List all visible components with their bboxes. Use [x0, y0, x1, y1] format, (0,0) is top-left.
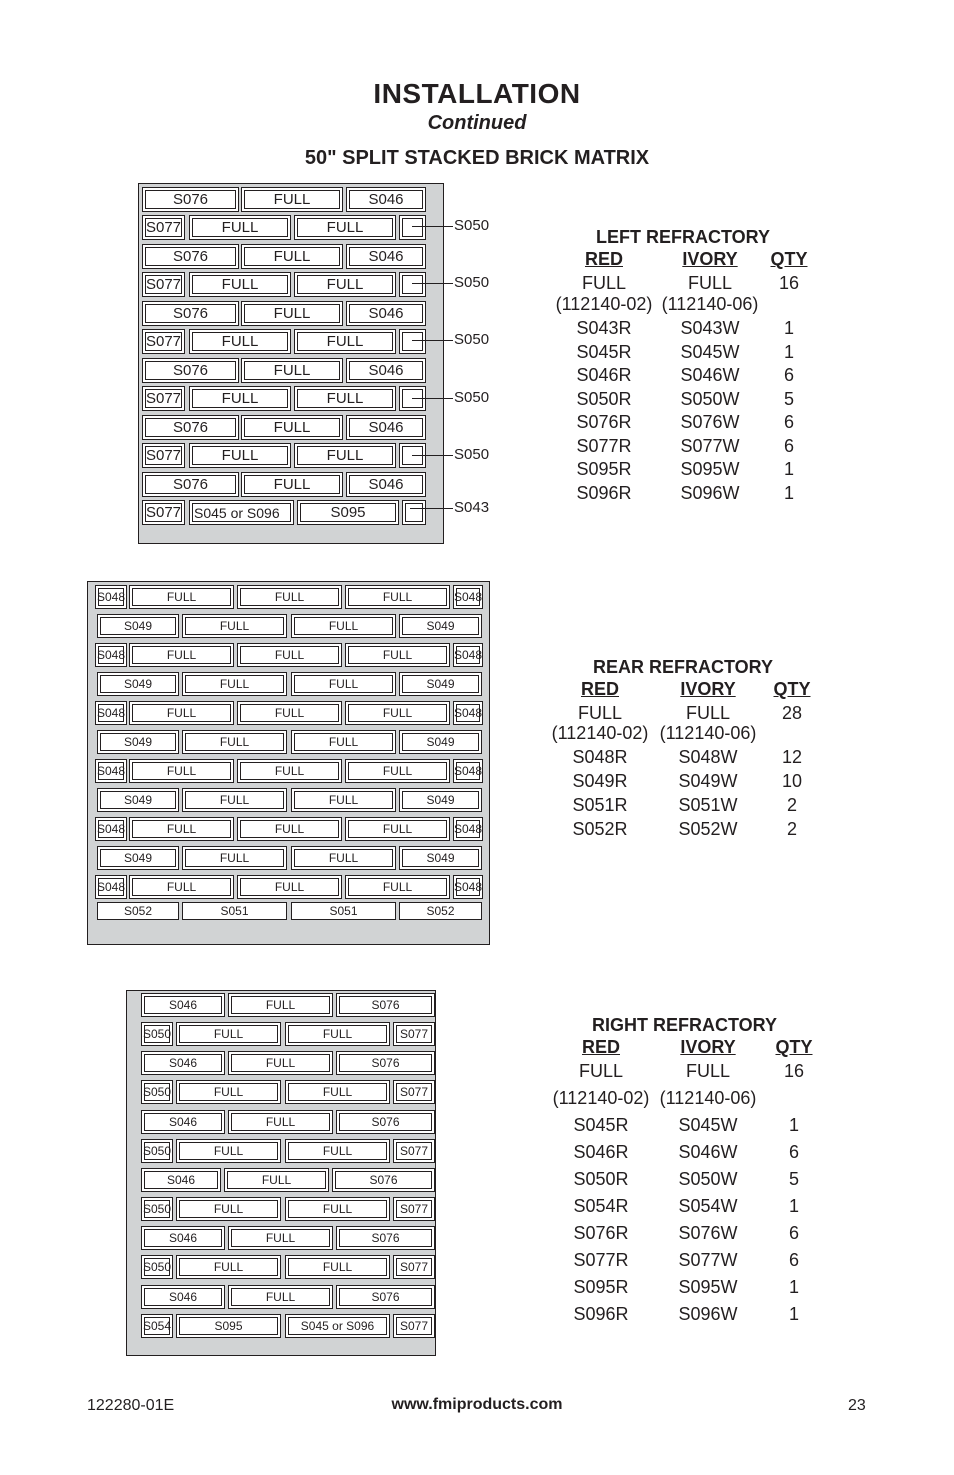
brick-full: FULL: [176, 1022, 281, 1046]
table-cell: FULL: [577, 703, 622, 723]
column-header: RED: [580, 679, 619, 699]
table-cell: 1: [783, 482, 794, 503]
rear-refractory-matrix: [87, 581, 490, 945]
brick-full: FULL: [129, 875, 234, 899]
brick-s049: S049: [399, 788, 482, 812]
brick-s050: S050: [141, 1197, 173, 1221]
table-title: REAR REFRACTORY: [593, 657, 774, 677]
table-cell: S046W: [678, 1142, 738, 1162]
table-cell: FULL: [685, 1061, 730, 1081]
brick-s076: S076: [332, 1168, 435, 1192]
table-cell: S050W: [678, 1169, 738, 1189]
brick-full: FULL: [129, 585, 234, 609]
page-number: 23: [848, 1397, 866, 1414]
table-cell: S050W: [680, 388, 740, 409]
brick-full: FULL: [129, 643, 234, 667]
brick-s043: [402, 500, 426, 525]
brick-full: FULL: [182, 730, 287, 754]
brick-full: FULL: [182, 614, 287, 638]
table-cell: S096R: [573, 1304, 629, 1324]
table-cell: 28: [781, 703, 803, 723]
brick-full: FULL: [285, 1197, 390, 1221]
brick-s048: S048: [95, 643, 127, 667]
brick-s046: S046: [346, 244, 426, 269]
brick-full: FULL: [345, 585, 450, 609]
table-cell: S076R: [573, 1223, 629, 1243]
brick-s076: S076: [336, 1110, 435, 1134]
brick-s048: S048: [453, 817, 483, 841]
brick-s051: S051: [182, 902, 287, 920]
brick-full: FULL: [237, 875, 342, 899]
table-cell: S050R: [573, 1169, 629, 1189]
table-cell: S046R: [576, 365, 632, 385]
brick-full: FULL: [182, 672, 287, 696]
callout-line: [412, 455, 453, 456]
table-cell: (112140-06): [659, 1088, 757, 1108]
table-cell: 6: [783, 412, 794, 432]
brick-full: FULL: [176, 1139, 281, 1163]
brick-s046: S046: [346, 358, 426, 383]
table-cell: S048W: [678, 747, 738, 767]
table-cell: S095R: [573, 1277, 629, 1297]
brick-s077: S077: [142, 443, 185, 468]
brick-s046: S046: [141, 1226, 225, 1250]
table-cell: S045R: [576, 341, 632, 362]
brick-full: FULL: [294, 329, 396, 354]
brick-s045-or-s096: S045 or S096: [189, 500, 294, 525]
brick-s076: S076: [142, 472, 239, 497]
brick-full: FULL: [237, 759, 342, 783]
brick-s046: S046: [346, 301, 426, 326]
column-header: QTY: [775, 1037, 813, 1057]
table-cell: 1: [788, 1304, 799, 1324]
brick-s077: S077: [142, 329, 185, 354]
brick-full: FULL: [129, 817, 234, 841]
table-cell: S049R: [572, 771, 628, 791]
brick-full: FULL: [241, 187, 343, 212]
brick-full: FULL: [237, 643, 342, 667]
section-title: 50" SPLIT STACKED BRICK MATRIX: [304, 147, 650, 169]
brick-full: FULL: [176, 1255, 281, 1279]
brick-s046: S046: [141, 1168, 221, 1192]
table-cell: S045R: [573, 1115, 629, 1135]
brick-s050: S050: [141, 1139, 173, 1163]
table-cell: 1: [788, 1277, 799, 1297]
table-cell: S077R: [576, 435, 632, 456]
table-cell: S076R: [576, 412, 632, 432]
brick-full: FULL: [285, 1080, 390, 1104]
table-cell: 12: [781, 747, 803, 767]
brick-full: FULL: [228, 1051, 333, 1075]
table-cell: S043W: [680, 318, 740, 338]
brick-full: FULL: [285, 1255, 390, 1279]
callout-label: S050: [454, 217, 490, 234]
brick-s048: S048: [453, 875, 483, 899]
table-cell: 16: [778, 273, 800, 293]
brick-s077: S077: [393, 1139, 435, 1163]
column-header: QTY: [770, 249, 808, 269]
brick-s048: S048: [453, 701, 483, 725]
table-cell: S077W: [680, 435, 740, 456]
brick-full: FULL: [189, 272, 291, 297]
brick-s050: [399, 272, 426, 297]
table-cell: (112140-06): [659, 723, 757, 743]
table-cell: S048R: [572, 747, 628, 767]
brick-s077: S077: [393, 1022, 435, 1046]
brick-s048: S048: [453, 643, 483, 667]
callout-line: [412, 283, 453, 284]
brick-full: FULL: [228, 993, 333, 1017]
table-cell: S052W: [678, 819, 738, 839]
brick-full: FULL: [291, 730, 396, 754]
brick-full: FULL: [241, 358, 343, 383]
table-title: LEFT REFRACTORY: [596, 227, 770, 247]
brick-s095: S095: [297, 500, 399, 525]
brick-s051: S051: [291, 902, 396, 920]
brick-s052: S052: [399, 902, 482, 920]
brick-full: FULL: [228, 1226, 333, 1250]
callout-label: S043: [454, 499, 490, 516]
table-cell: S051R: [572, 795, 628, 815]
brick-full: FULL: [189, 443, 291, 468]
brick-full: FULL: [285, 1139, 390, 1163]
column-header: IVORY: [680, 1037, 736, 1057]
brick-full: FULL: [189, 329, 291, 354]
callout-line: [410, 508, 453, 509]
brick-s048: S048: [453, 759, 483, 783]
brick-full: FULL: [294, 386, 396, 411]
table-title: RIGHT REFRACTORY: [592, 1015, 778, 1035]
table-cell: S095W: [678, 1277, 738, 1297]
brick-s049: S049: [399, 614, 482, 638]
left-refractory-matrix: [138, 183, 444, 544]
brick-s045-or-s096: S045 or S096: [285, 1314, 390, 1338]
brick-full: FULL: [228, 1110, 333, 1134]
brick-full: FULL: [241, 244, 343, 269]
brick-s077: S077: [393, 1314, 435, 1338]
brick-s076: S076: [336, 1285, 435, 1309]
brick-full: FULL: [285, 1022, 390, 1046]
brick-full: FULL: [129, 759, 234, 783]
column-header: IVORY: [682, 249, 738, 269]
brick-full: FULL: [345, 875, 450, 899]
table-cell: 16: [783, 1061, 805, 1081]
table-cell: 1: [788, 1115, 799, 1135]
callout-label: S050: [454, 446, 490, 463]
brick-full: FULL: [189, 215, 291, 240]
brick-s077: S077: [393, 1255, 435, 1279]
brick-full: FULL: [345, 759, 450, 783]
brick-full: FULL: [237, 585, 342, 609]
brick-s046: S046: [346, 472, 426, 497]
brick-full: FULL: [294, 443, 396, 468]
table-cell: 5: [788, 1169, 799, 1189]
table-cell: S046W: [680, 365, 740, 385]
table-cell: S051W: [678, 795, 738, 815]
website-link[interactable]: www.fmiproducts.com: [391, 1396, 563, 1413]
table-cell: FULL: [581, 273, 626, 293]
brick-s076: S076: [142, 244, 239, 269]
brick-s076: S076: [142, 415, 239, 440]
brick-s049: S049: [97, 846, 179, 870]
brick-full: FULL: [291, 788, 396, 812]
brick-full: FULL: [345, 817, 450, 841]
table-cell: FULL: [687, 273, 732, 293]
table-cell: S043R: [576, 318, 632, 338]
table-cell: S076W: [680, 412, 740, 432]
table-cell: FULL: [578, 1061, 623, 1081]
brick-s049: S049: [399, 672, 482, 696]
brick-s048: S048: [95, 701, 127, 725]
table-cell: (112140-02): [552, 1088, 650, 1108]
brick-s076: S076: [336, 993, 435, 1017]
brick-full: FULL: [291, 614, 396, 638]
brick-full: FULL: [182, 788, 287, 812]
callout-label: S050: [454, 274, 490, 291]
brick-s049: S049: [97, 614, 179, 638]
brick-full: FULL: [237, 817, 342, 841]
brick-s095: S095: [176, 1314, 281, 1338]
brick-s050: [399, 329, 426, 354]
column-header: RED: [584, 249, 623, 269]
brick-s046: S046: [141, 1285, 225, 1309]
table-cell: 6: [788, 1142, 799, 1162]
page-subtitle: Continued: [427, 112, 527, 134]
table-cell: 10: [781, 771, 803, 791]
table-cell: 6: [783, 365, 794, 385]
table-cell: S077W: [678, 1250, 738, 1270]
column-header: IVORY: [680, 679, 736, 699]
brick-s076: S076: [142, 187, 239, 212]
brick-s046: S046: [346, 415, 426, 440]
brick-full: FULL: [129, 701, 234, 725]
brick-s046: S046: [141, 1110, 225, 1134]
brick-s048: S048: [95, 875, 127, 899]
table-cell: S045W: [678, 1115, 738, 1135]
brick-full: FULL: [294, 272, 396, 297]
brick-full: FULL: [176, 1197, 281, 1221]
brick-s046: S046: [141, 993, 225, 1017]
brick-s048: S048: [453, 585, 483, 609]
brick-s050: S050: [141, 1080, 173, 1104]
brick-full: FULL: [237, 701, 342, 725]
table-cell: 6: [783, 435, 794, 456]
brick-s076: S076: [336, 1226, 435, 1250]
right-refractory-matrix: [126, 990, 436, 1356]
brick-s076: S076: [336, 1051, 435, 1075]
brick-s077: S077: [142, 500, 185, 525]
brick-full: FULL: [224, 1168, 329, 1192]
table-cell: 2: [786, 819, 797, 839]
brick-full: FULL: [345, 643, 450, 667]
table-cell: (112140-02): [555, 294, 653, 314]
brick-full: FULL: [189, 386, 291, 411]
brick-s052: S052: [97, 902, 179, 920]
brick-s050: S050: [141, 1255, 173, 1279]
brick-s048: S048: [95, 585, 127, 609]
table-cell: S095R: [576, 459, 632, 479]
brick-s050: S050: [141, 1022, 173, 1046]
brick-full: FULL: [176, 1080, 281, 1104]
table-cell: S077R: [573, 1250, 629, 1270]
table-cell: 1: [783, 318, 794, 338]
callout-line: [412, 226, 453, 227]
table-cell: S096R: [576, 482, 632, 503]
table-cell: S054W: [678, 1196, 738, 1216]
brick-s049: S049: [399, 846, 482, 870]
brick-s077: S077: [393, 1080, 435, 1104]
brick-s049: S049: [97, 672, 179, 696]
table-cell: (112140-02): [551, 723, 649, 743]
brick-full: FULL: [182, 846, 287, 870]
table-cell: (112140-06): [661, 294, 759, 314]
brick-s077: S077: [393, 1197, 435, 1221]
brick-full: FULL: [294, 215, 396, 240]
table-cell: 1: [783, 341, 794, 362]
table-cell: S096W: [678, 1304, 738, 1324]
brick-full: FULL: [241, 472, 343, 497]
brick-full: FULL: [291, 846, 396, 870]
brick-s077: S077: [142, 272, 185, 297]
table-cell: S095W: [680, 459, 740, 479]
table-cell: S046R: [573, 1142, 629, 1162]
brick-s077: S077: [142, 215, 185, 240]
document-number: 122280-01E: [87, 1397, 175, 1414]
brick-full: FULL: [345, 701, 450, 725]
callout-line: [412, 340, 453, 341]
table-cell: S050R: [576, 388, 632, 409]
table-cell: 5: [783, 388, 794, 409]
brick-s077: S077: [142, 386, 185, 411]
table-cell: 6: [788, 1250, 799, 1270]
callout-line: [412, 398, 453, 399]
table-cell: S076W: [678, 1223, 738, 1243]
table-cell: 6: [788, 1223, 799, 1243]
table-cell: 2: [786, 795, 797, 815]
brick-full: FULL: [241, 415, 343, 440]
brick-s046: S046: [141, 1051, 225, 1075]
brick-full: FULL: [228, 1285, 333, 1309]
table-cell: S052R: [572, 819, 628, 839]
table-cell: 1: [788, 1196, 799, 1216]
callout-label: S050: [454, 331, 490, 348]
callout-label: S050: [454, 389, 490, 406]
brick-s048: S048: [95, 759, 127, 783]
table-cell: S054R: [573, 1196, 629, 1216]
brick-full: FULL: [241, 301, 343, 326]
brick-s049: S049: [97, 730, 179, 754]
brick-s050: [399, 215, 426, 240]
table-cell: 1: [783, 459, 794, 479]
brick-full: FULL: [291, 672, 396, 696]
brick-s076: S076: [142, 358, 239, 383]
column-header: RED: [581, 1037, 620, 1057]
brick-s049: S049: [399, 730, 482, 754]
page-title: INSTALLATION: [373, 78, 581, 109]
brick-s076: S076: [142, 301, 239, 326]
table-cell: S096W: [680, 482, 740, 503]
brick-s054: S054: [141, 1314, 173, 1338]
brick-s049: S049: [97, 788, 179, 812]
table-cell: S049W: [678, 771, 738, 791]
brick-s048: S048: [95, 817, 127, 841]
table-cell: FULL: [685, 703, 730, 723]
brick-s046: S046: [346, 187, 426, 212]
column-header: QTY: [773, 679, 811, 699]
table-cell: S045W: [680, 341, 740, 362]
